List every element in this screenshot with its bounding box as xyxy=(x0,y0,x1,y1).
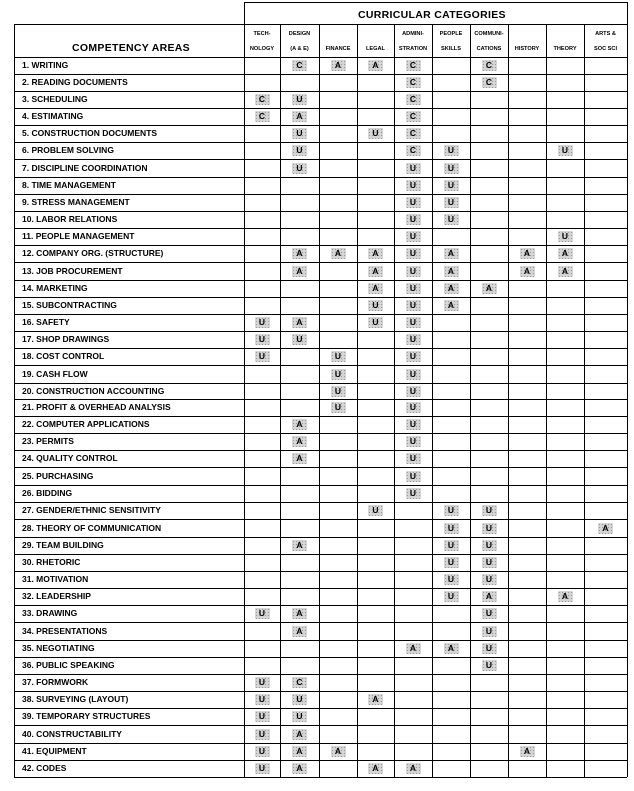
category-mark-cell: A xyxy=(482,591,497,602)
row-separator xyxy=(14,588,627,589)
column-divider xyxy=(470,24,471,777)
category-mark-cell: U xyxy=(292,694,307,705)
competency-row-label: 19. CASH FLOW xyxy=(22,368,88,379)
column-header-line2: NOLOGY xyxy=(249,46,275,52)
competency-row-label: 27. GENDER/ETHNIC SENSITIVITY xyxy=(22,505,161,515)
category-mark-cell: A xyxy=(292,436,307,447)
category-mark-cell: U xyxy=(406,334,421,345)
row-separator xyxy=(14,450,627,451)
row-separator xyxy=(14,399,627,400)
competency-row-label: 14. MARKETING xyxy=(22,283,88,293)
row-separator xyxy=(14,743,627,744)
row-separator xyxy=(14,142,627,143)
column-header-line2: LEGAL xyxy=(366,46,385,52)
group-separator xyxy=(14,571,627,572)
category-mark-cell: C xyxy=(406,77,421,88)
competency-row-label: 23. PERMITS xyxy=(22,436,74,446)
category-mark-cell: A xyxy=(482,283,497,294)
competency-row-label: 16. SAFETY xyxy=(22,317,70,327)
category-mark-cell: A xyxy=(444,266,459,277)
category-mark-cell: U xyxy=(368,300,383,311)
category-mark-cell: A xyxy=(368,248,383,259)
category-mark-cell: U xyxy=(406,369,421,380)
category-mark-cell: U xyxy=(255,746,270,757)
row-separator xyxy=(14,177,627,178)
column-header-line2: FINANCE xyxy=(325,46,351,52)
category-mark-cell: A xyxy=(331,60,346,71)
category-mark-cell: U xyxy=(406,351,421,362)
column-header-line1: PEOPLE xyxy=(439,31,463,37)
row-separator xyxy=(14,537,627,538)
row-separator xyxy=(14,91,627,92)
competency-row-label: 28. THEORY OF COMMUNICATION xyxy=(22,522,162,533)
competency-row-label: 34. PRESENTATIONS xyxy=(22,625,108,636)
category-mark-cell: C xyxy=(406,111,421,122)
category-mark-cell: U xyxy=(406,419,421,430)
left-table-border xyxy=(14,24,15,777)
category-mark-cell: A xyxy=(558,266,573,277)
category-mark-cell: U xyxy=(482,626,497,637)
competency-row-label: 39. TEMPORARY STRUCTURES xyxy=(22,711,151,721)
category-mark-cell: U xyxy=(482,540,497,551)
category-mark-cell: A xyxy=(292,626,307,637)
category-mark-cell: U xyxy=(292,145,307,156)
category-mark-cell: A xyxy=(444,283,459,294)
category-mark-cell: C xyxy=(482,77,497,88)
group-separator xyxy=(14,245,627,246)
competency-row-label: 31. MOTIVATION xyxy=(22,574,89,584)
column-header-line1: DESIGN xyxy=(288,31,311,37)
category-mark-cell: U xyxy=(292,128,307,139)
competency-row-label: 1. WRITING xyxy=(22,60,69,70)
category-mark-cell: A xyxy=(292,248,307,259)
category-mark-cell: A xyxy=(520,248,535,259)
row-separator xyxy=(14,348,627,349)
category-mark-cell: U xyxy=(406,231,421,242)
category-mark-cell: A xyxy=(444,300,459,311)
category-mark-cell: C xyxy=(292,677,307,688)
competency-row-label: 13. JOB PROCUREMENT xyxy=(22,265,123,276)
category-mark-cell: A xyxy=(292,763,307,774)
row-separator xyxy=(14,657,627,658)
category-mark-cell: U xyxy=(331,351,346,362)
competency-row-label: 12. COMPANY ORG. (STRUCTURE) xyxy=(22,248,164,258)
category-mark-cell: A xyxy=(368,763,383,774)
category-mark-cell: U xyxy=(406,488,421,499)
header-bottom-rule xyxy=(14,57,627,58)
category-mark-cell: U xyxy=(255,763,270,774)
category-mark-cell: A xyxy=(520,266,535,277)
category-mark-cell: U xyxy=(482,523,497,534)
category-mark-cell: A xyxy=(368,694,383,705)
category-mark-cell: A xyxy=(368,283,383,294)
category-mark-cell: U xyxy=(368,128,383,139)
competency-row-label: 5. CONSTRUCTION DOCUMENTS xyxy=(22,128,158,138)
competency-row-label: 3. SCHEDULING xyxy=(22,94,88,104)
competency-row-label: 18. COST CONTROL xyxy=(22,351,105,361)
category-mark-cell: C xyxy=(406,128,421,139)
category-mark-cell: U xyxy=(255,711,270,722)
row-separator xyxy=(14,383,627,384)
category-mark-cell: A xyxy=(368,60,383,71)
category-mark-cell: U xyxy=(444,557,459,568)
category-mark-cell: U xyxy=(406,283,421,294)
category-mark-cell: U xyxy=(482,660,497,671)
competency-row-label: 37. FORMWORK xyxy=(22,677,89,687)
category-mark-cell: U xyxy=(368,317,383,328)
competency-row-label: 6. PROBLEM SOLVING xyxy=(22,145,114,155)
category-mark-cell: U xyxy=(406,163,421,174)
category-mark-cell: U xyxy=(406,248,421,259)
category-mark-cell: U xyxy=(444,505,459,516)
column-header-line1: TECH- xyxy=(253,31,271,37)
right-table-border xyxy=(627,2,628,777)
column-header-line1: ADMINI- xyxy=(402,31,424,37)
column-header-line2: SKILLS xyxy=(441,46,461,52)
category-mark-cell: A xyxy=(368,266,383,277)
category-mark-cell: U xyxy=(406,453,421,464)
column-header-line2: CATIONS xyxy=(476,46,502,52)
category-mark-cell: U xyxy=(406,180,421,191)
category-mark-cell: A xyxy=(292,540,307,551)
group-separator xyxy=(14,725,627,726)
category-mark-cell: U xyxy=(406,300,421,311)
column-divider xyxy=(280,24,281,777)
category-mark-cell: U xyxy=(444,574,459,585)
competency-row-label: 30. RHETORIC xyxy=(22,557,81,567)
curricular-subrule xyxy=(244,24,627,25)
category-mark-cell: A xyxy=(406,643,421,654)
competency-row-label: 9. STRESS MANAGEMENT xyxy=(22,197,130,207)
category-mark-cell: U xyxy=(292,334,307,345)
row-separator xyxy=(14,262,627,263)
category-mark-cell: U xyxy=(558,145,573,156)
row-separator xyxy=(14,125,627,126)
category-mark-cell: U xyxy=(482,557,497,568)
competency-row-label: 38. SURVEYING (LAYOUT) xyxy=(22,694,129,704)
competency-row-label: 24. QUALITY CONTROL xyxy=(22,453,118,463)
column-divider xyxy=(508,24,509,777)
row-separator xyxy=(14,331,627,332)
competency-row-label: 35. NEGOTIATING xyxy=(22,643,95,653)
category-mark-cell: C xyxy=(255,111,270,122)
group-separator xyxy=(14,314,627,315)
category-mark-cell: U xyxy=(406,317,421,328)
group-separator xyxy=(14,365,627,366)
competency-row-label: 32. LEADERSHIP xyxy=(22,591,91,601)
competency-row-label: 25. PURCHASING xyxy=(22,470,94,481)
column-header-line1: ARTS & xyxy=(595,31,616,37)
category-mark-cell: A xyxy=(292,266,307,277)
category-mark-cell: U xyxy=(255,351,270,362)
category-mark-cell: A xyxy=(331,248,346,259)
competency-row-label: 42. CODES xyxy=(22,763,67,773)
competency-row-label: 20. CONSTRUCTION ACCOUNTING xyxy=(22,385,165,396)
category-mark-cell: U xyxy=(292,163,307,174)
category-mark-cell: U xyxy=(406,402,421,413)
category-mark-cell: A xyxy=(292,608,307,619)
category-mark-cell: U xyxy=(482,505,497,516)
category-mark-cell: A xyxy=(406,763,421,774)
row-separator xyxy=(14,297,627,298)
category-mark-cell: A xyxy=(558,248,573,259)
row-separator xyxy=(14,708,627,709)
category-mark-cell: U xyxy=(444,214,459,225)
category-mark-cell: U xyxy=(444,197,459,208)
table-bottom-rule xyxy=(14,777,627,778)
category-mark-cell: U xyxy=(331,369,346,380)
column-divider xyxy=(584,24,585,777)
category-mark-cell: A xyxy=(292,419,307,430)
category-mark-cell: U xyxy=(255,334,270,345)
group-separator xyxy=(14,519,627,520)
competency-row-label: 2. READING DOCUMENTS xyxy=(22,77,128,87)
competency-areas-title: COMPETENCY AREAS xyxy=(72,42,190,54)
group-separator xyxy=(14,622,627,623)
category-mark-cell: U xyxy=(444,163,459,174)
category-mark-cell: U xyxy=(444,540,459,551)
column-divider xyxy=(432,24,433,777)
row-separator xyxy=(14,640,627,641)
category-mark-cell: U xyxy=(558,231,573,242)
competency-row-label: 36. PUBLIC SPEAKING xyxy=(22,660,115,670)
curricular-categories-title: CURRICULAR CATEGORIES xyxy=(358,9,506,21)
competency-row-label: 22. COMPUTER APPLICATIONS xyxy=(22,419,150,429)
category-mark-cell: A xyxy=(520,746,535,757)
category-mark-cell: C xyxy=(406,145,421,156)
category-mark-cell: U xyxy=(406,471,421,482)
group-separator xyxy=(14,159,627,160)
group-separator xyxy=(14,605,627,606)
competency-row-label: 11. PEOPLE MANAGEMENT xyxy=(22,231,135,241)
group-separator xyxy=(14,416,627,417)
column-divider xyxy=(394,24,395,777)
category-mark-cell: A xyxy=(558,591,573,602)
category-mark-cell: U xyxy=(444,591,459,602)
category-mark-cell: U xyxy=(444,523,459,534)
category-mark-cell: U xyxy=(406,386,421,397)
competency-row-label: 41. EQUIPMENT xyxy=(22,746,87,756)
row-separator xyxy=(14,760,627,761)
category-mark-cell: U xyxy=(331,386,346,397)
category-mark-cell: U xyxy=(406,197,421,208)
category-mark-cell: U xyxy=(406,436,421,447)
category-mark-cell: U xyxy=(255,317,270,328)
category-mark-cell: C xyxy=(482,60,497,71)
category-mark-cell: U xyxy=(368,505,383,516)
competency-row-label: 29. TEAM BUILDING xyxy=(22,540,104,550)
competency-row-label: 40. CONSTRUCTABILITY xyxy=(22,728,122,739)
competency-row-label: 33. DRAWING xyxy=(22,608,78,618)
category-mark-cell: U xyxy=(292,711,307,722)
category-mark-cell: U xyxy=(255,694,270,705)
competency-row-label: 4. ESTIMATING xyxy=(22,111,84,121)
category-mark-cell: U xyxy=(444,145,459,156)
competency-row-label: 17. SHOP DRAWINGS xyxy=(22,334,110,344)
category-mark-cell: A xyxy=(292,317,307,328)
header-top-rule xyxy=(244,2,627,3)
category-mark-cell: A xyxy=(598,523,613,534)
row-separator xyxy=(14,485,627,486)
row-separator xyxy=(14,211,627,212)
category-mark-cell: U xyxy=(406,214,421,225)
category-mark-cell: U xyxy=(482,574,497,585)
category-mark-cell: C xyxy=(406,94,421,105)
group-separator xyxy=(14,108,627,109)
row-separator xyxy=(14,691,627,692)
group-separator xyxy=(14,467,627,468)
category-mark-cell: C xyxy=(255,94,270,105)
row-separator xyxy=(14,280,627,281)
category-mark-cell: U xyxy=(331,402,346,413)
category-mark-cell: A xyxy=(292,453,307,464)
category-mark-cell: C xyxy=(292,60,307,71)
category-mark-cell: U xyxy=(444,180,459,191)
category-mark-cell: C xyxy=(406,60,421,71)
category-mark-cell: U xyxy=(406,266,421,277)
column-header-line2: STRATION xyxy=(398,46,428,52)
category-mark-cell: U xyxy=(255,608,270,619)
category-mark-cell: U xyxy=(292,94,307,105)
column-header-line2: (A & E) xyxy=(290,46,309,52)
competency-row-label: 10. LABOR RELATIONS xyxy=(22,214,118,224)
row-separator xyxy=(14,433,627,434)
category-mark-cell: A xyxy=(331,746,346,757)
category-mark-cell: U xyxy=(255,729,270,740)
category-mark-cell: A xyxy=(292,111,307,122)
category-mark-cell: A xyxy=(444,643,459,654)
column-header-line2: THEORY xyxy=(553,46,577,52)
column-divider xyxy=(546,24,547,777)
column-header-line1: COMMUNI- xyxy=(474,31,504,37)
column-divider xyxy=(357,24,358,777)
column-divider xyxy=(319,24,320,777)
column-header-line2: SOC SCI xyxy=(593,46,618,52)
row-separator xyxy=(14,554,627,555)
category-mark-cell: U xyxy=(482,608,497,619)
row-separator xyxy=(14,74,627,75)
group-separator xyxy=(14,502,627,503)
competency-row-label: 8. TIME MANAGEMENT xyxy=(22,180,116,190)
group-separator xyxy=(14,674,627,675)
category-mark-cell: U xyxy=(482,643,497,654)
label-column-divider xyxy=(244,2,245,777)
competency-row-label: 21. PROFIT & OVERHEAD ANALYSIS xyxy=(22,402,171,412)
category-mark-cell: A xyxy=(444,248,459,259)
column-header-line2: HISTORY xyxy=(514,46,540,52)
category-mark-cell: A xyxy=(292,746,307,757)
category-mark-cell: U xyxy=(255,677,270,688)
competency-header-top-rule xyxy=(14,24,244,25)
row-separator xyxy=(14,228,627,229)
competency-row-label: 15. SUBCONTRACTING xyxy=(22,300,117,310)
category-mark-cell: A xyxy=(292,729,307,740)
competency-row-label: 7. DISCIPLINE COORDINATION xyxy=(22,162,148,173)
competency-row-label: 26. BIDDING xyxy=(22,488,73,498)
row-separator xyxy=(14,194,627,195)
